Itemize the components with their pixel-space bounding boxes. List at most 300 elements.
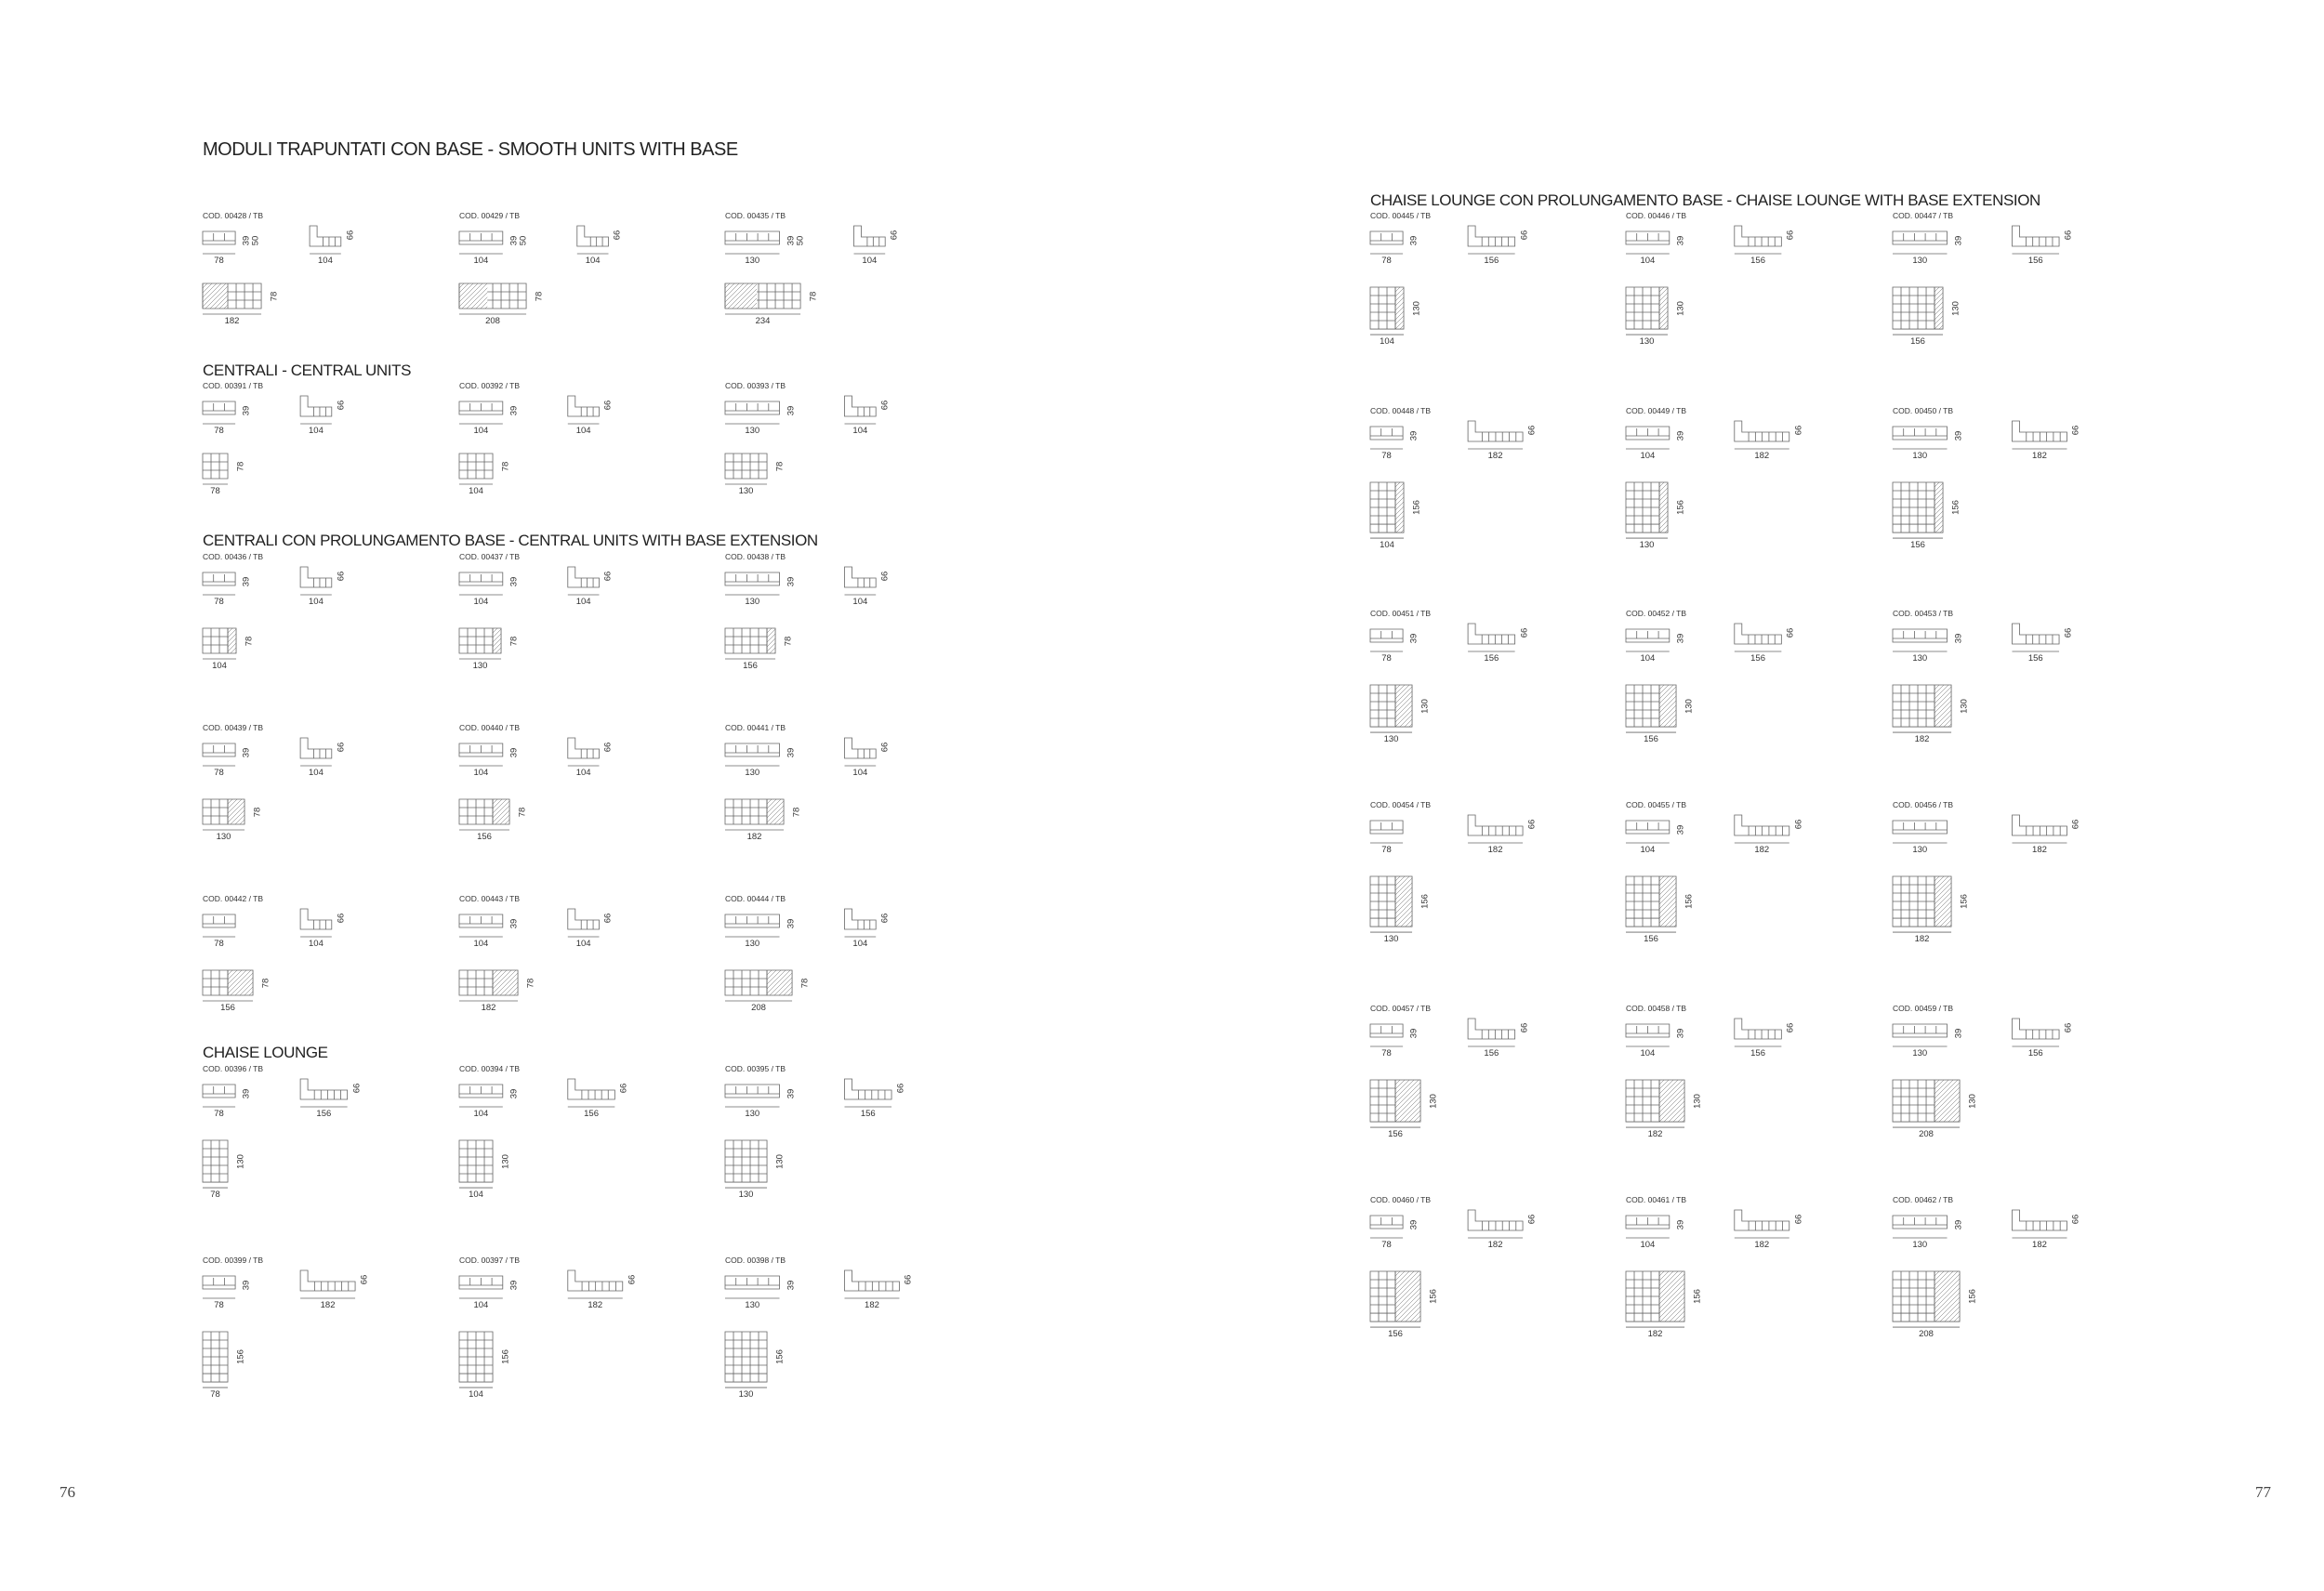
front-elevation (203, 572, 235, 595)
side-depth-dim: 156 (1484, 1048, 1499, 1058)
front-height-dim: 39 (1408, 1028, 1419, 1039)
front-width-dim: 104 (1640, 256, 1656, 266)
plan-depth-dim: 78 (791, 807, 802, 817)
module-drawing (725, 1256, 1004, 1441)
front-height-dim: 39 (1408, 235, 1419, 246)
module-drawing (1893, 1004, 2172, 1190)
side-elevation (568, 738, 600, 766)
side-depth-dim: 156 (1484, 653, 1499, 664)
side-height-dim: 66 (1526, 1214, 1538, 1225)
side-height-dim: 66 (2070, 425, 2081, 436)
front-elevation (1626, 1216, 1670, 1238)
side-depth-dim: 182 (865, 1300, 879, 1310)
side-depth-dim: 156 (316, 1109, 332, 1119)
plan-width-dim: 104 (212, 661, 227, 672)
front-width-dim: 104 (1640, 1048, 1656, 1058)
front-width-dim: 130 (1912, 845, 1928, 855)
plan-view (725, 1332, 767, 1387)
section-title-smooth-units-with-base: MODULI TRAPUNTATI CON BASE - SMOOTH UNITS WITH BASE (203, 139, 738, 160)
module-drawing (459, 381, 738, 567)
front-height2-dim: 50 (518, 235, 529, 246)
side-depth-dim: 104 (309, 939, 324, 949)
side-depth-dim: 156 (584, 1109, 599, 1119)
module-code: COD. 00459 / TB (1893, 1004, 1954, 1013)
module-drawing (1893, 800, 2172, 986)
side-elevation (2013, 1210, 2067, 1238)
plan-view (459, 283, 526, 314)
side-height-dim: 66 (1785, 1022, 1796, 1033)
module-code: COD. 00398 / TB (725, 1256, 786, 1265)
module-drawing (1626, 1004, 1905, 1190)
module-item (203, 1256, 370, 1400)
plan-view (725, 799, 784, 830)
side-height-dim: 66 (602, 913, 614, 924)
front-height-dim: 39 (1675, 1028, 1686, 1039)
plan-width-dim: 156 (477, 832, 492, 843)
front-width-dim: 78 (1381, 256, 1392, 266)
side-elevation (1468, 226, 1515, 254)
front-elevation (725, 1085, 780, 1107)
plan-depth-dim: 156 (774, 1349, 786, 1364)
plan-width-dim: 130 (1639, 540, 1655, 551)
plan-width-dim: 182 (746, 832, 762, 843)
plan-width-dim: 104 (469, 486, 483, 497)
plan-depth-dim: 78 (269, 291, 280, 301)
plan-width-dim: 208 (1919, 1129, 1934, 1140)
plan-view (1626, 1271, 1684, 1327)
front-elevation (1370, 1024, 1403, 1046)
plan-depth-dim: 130 (1967, 1093, 1978, 1109)
front-elevation (725, 572, 780, 595)
front-width-dim: 130 (1912, 653, 1928, 664)
side-depth-dim: 182 (2032, 1240, 2047, 1250)
plan-width-dim: 104 (1380, 540, 1394, 551)
front-elevation (203, 401, 235, 424)
side-elevation (1735, 624, 1782, 651)
plan-depth-dim: 130 (1428, 1093, 1439, 1109)
side-depth-dim: 182 (320, 1300, 336, 1310)
module-item (1626, 1195, 1804, 1340)
side-elevation (1735, 421, 1789, 449)
plan-view (1370, 1271, 1420, 1327)
side-height-dim: 66 (336, 400, 347, 411)
front-elevation (725, 1276, 780, 1298)
plan-depth-dim: 78 (534, 291, 545, 301)
front-width-dim: 78 (214, 768, 224, 778)
module-item (203, 211, 356, 327)
side-height-dim: 66 (1526, 819, 1538, 830)
module-drawing (1370, 800, 1649, 986)
front-height-dim: 39 (1953, 633, 1963, 644)
side-height-dim: 66 (602, 742, 614, 753)
plan-width-dim: 130 (216, 832, 231, 843)
module-item (1626, 800, 1804, 945)
front-width-dim: 104 (1640, 451, 1656, 461)
front-height-dim: 39 (241, 235, 252, 246)
plan-depth-dim: 78 (260, 978, 271, 988)
side-elevation (568, 909, 600, 937)
front-elevation (1370, 1216, 1403, 1238)
front-width-dim: 78 (214, 939, 224, 949)
front-height-dim: 39 (786, 1088, 796, 1099)
plan-depth-dim: 130 (1675, 300, 1686, 316)
front-width-dim: 78 (1381, 451, 1392, 461)
side-elevation (854, 226, 886, 254)
front-elevation (459, 231, 503, 254)
side-depth-dim: 156 (1750, 1048, 1765, 1058)
module-item (459, 723, 614, 843)
side-height-dim: 66 (889, 230, 900, 241)
front-height-dim: 39 (241, 1088, 252, 1099)
module-code: COD. 00457 / TB (1370, 1004, 1432, 1013)
front-width-dim: 104 (473, 768, 489, 778)
side-elevation (1468, 1210, 1523, 1238)
module-item (203, 894, 347, 1014)
front-width-dim: 130 (745, 768, 760, 778)
side-depth-dim: 104 (575, 426, 591, 436)
module-item (1370, 211, 1530, 348)
front-elevation (1893, 1216, 1948, 1238)
module-code: COD. 00440 / TB (459, 723, 521, 732)
plan-width-dim: 182 (1914, 734, 1930, 745)
module-code: COD. 00391 / TB (203, 381, 264, 390)
plan-depth-dim: 156 (1692, 1289, 1703, 1304)
side-height-dim: 66 (879, 400, 891, 411)
plan-depth-dim: 78 (774, 461, 786, 471)
front-elevation (203, 231, 235, 254)
front-width-dim: 104 (1640, 1240, 1656, 1250)
module-item (1893, 609, 2074, 745)
side-elevation (1468, 624, 1515, 651)
module-item (725, 1064, 906, 1201)
plan-depth-dim: 78 (500, 461, 511, 471)
module-code: COD. 00454 / TB (1370, 800, 1432, 809)
front-elevation (1370, 231, 1403, 254)
module-drawing (1626, 609, 1905, 795)
front-height-dim: 39 (1408, 633, 1419, 644)
front-width-dim: 78 (1381, 1240, 1392, 1250)
side-depth-dim: 156 (1750, 256, 1765, 266)
front-elevation (1893, 427, 1948, 449)
side-height-dim: 66 (602, 400, 614, 411)
front-elevation (459, 1085, 503, 1107)
side-height-dim: 66 (1526, 425, 1538, 436)
front-width-dim: 78 (214, 597, 224, 607)
plan-view (1893, 482, 1943, 538)
module-item (459, 894, 614, 1014)
module-code: COD. 00451 / TB (1370, 609, 1432, 618)
page-number-right: 77 (2255, 1483, 2271, 1501)
plan-width-dim: 182 (1647, 1129, 1663, 1140)
module-code: COD. 00456 / TB (1893, 800, 1954, 809)
plan-width-dim: 156 (743, 661, 758, 672)
front-height-dim: 39 (508, 1280, 520, 1291)
plan-view (725, 970, 792, 1001)
plan-width-dim: 130 (738, 486, 754, 497)
plan-view (1626, 1080, 1684, 1127)
module-item (1893, 800, 2081, 945)
side-height-dim: 66 (879, 913, 891, 924)
front-width-dim: 104 (473, 256, 489, 266)
side-height-dim: 66 (618, 1083, 629, 1094)
plan-width-dim: 182 (1914, 934, 1930, 945)
side-elevation (300, 738, 332, 766)
module-code: COD. 00461 / TB (1626, 1195, 1687, 1204)
plan-width-dim: 156 (1644, 934, 1658, 945)
plan-width-dim: 156 (1644, 734, 1658, 745)
front-width-dim: 78 (1381, 1048, 1392, 1058)
front-elevation (203, 1276, 235, 1298)
module-item (725, 1256, 914, 1400)
side-height-dim: 66 (895, 1083, 906, 1094)
front-elevation (1370, 821, 1403, 843)
plan-view (459, 970, 518, 1001)
plan-depth-dim: 130 (1411, 300, 1422, 316)
module-item (725, 723, 891, 843)
module-item (1626, 211, 1796, 348)
side-elevation (1735, 1019, 1782, 1046)
module-item (1893, 211, 2074, 348)
plan-depth-dim: 78 (799, 978, 811, 988)
front-width-dim: 130 (745, 597, 760, 607)
module-drawing (1893, 406, 2172, 592)
module-drawing (725, 381, 1004, 567)
side-depth-dim: 104 (852, 939, 868, 949)
module-code: COD. 00428 / TB (203, 211, 264, 220)
plan-depth-dim: 156 (1950, 500, 1961, 515)
side-elevation (1735, 1210, 1789, 1238)
front-height-dim: 39 (786, 918, 796, 929)
front-width-dim: 78 (214, 426, 224, 436)
plan-depth-dim: 78 (808, 291, 819, 301)
plan-depth-dim: 78 (244, 636, 255, 646)
side-height-dim: 66 (602, 571, 614, 582)
side-elevation (568, 1270, 623, 1298)
side-elevation (2013, 421, 2067, 449)
front-height-dim: 39 (1675, 430, 1686, 441)
module-item (203, 723, 347, 843)
module-drawing (1626, 211, 1905, 397)
plan-width-dim: 130 (1383, 934, 1399, 945)
side-elevation (1735, 226, 1782, 254)
side-height-dim: 66 (351, 1083, 363, 1094)
side-elevation (1468, 1019, 1515, 1046)
side-depth-dim: 182 (2032, 451, 2047, 461)
module-code: COD. 00458 / TB (1626, 1004, 1687, 1013)
front-elevation (725, 743, 780, 766)
module-drawing (1893, 211, 2172, 397)
module-item (459, 211, 623, 327)
side-height-dim: 66 (612, 230, 623, 241)
plan-depth-dim: 130 (500, 1153, 511, 1169)
front-elevation (1370, 629, 1403, 651)
module-code: COD. 00462 / TB (1893, 1195, 1954, 1204)
side-elevation (568, 396, 600, 424)
side-elevation (845, 1270, 900, 1298)
front-elevation (1893, 231, 1948, 254)
module-code: COD. 00393 / TB (725, 381, 786, 390)
section-title-chaise-lounge: CHAISE LOUNGE (203, 1044, 328, 1061)
side-elevation (300, 909, 332, 937)
front-width-dim: 130 (745, 256, 760, 266)
plan-depth-dim: 130 (1419, 698, 1431, 714)
plan-view (1893, 287, 1943, 335)
side-height-dim: 66 (879, 742, 891, 753)
front-elevation (459, 743, 503, 766)
front-elevation (1370, 427, 1403, 449)
front-height-dim: 39 (1675, 1219, 1686, 1230)
module-code: COD. 00447 / TB (1893, 211, 1954, 220)
front-height-dim: 39 (508, 747, 520, 758)
side-elevation (2013, 624, 2060, 651)
plan-width-dim: 182 (481, 1003, 496, 1014)
plan-width-dim: 156 (1910, 540, 1925, 551)
side-depth-dim: 104 (852, 426, 868, 436)
front-width-dim: 104 (473, 597, 489, 607)
side-height-dim: 66 (1785, 627, 1796, 638)
side-depth-dim: 182 (1754, 1240, 1770, 1250)
side-elevation (300, 1079, 348, 1107)
plan-view (459, 1140, 493, 1188)
side-elevation (310, 226, 341, 254)
plan-view (1370, 876, 1412, 932)
side-height-dim: 66 (336, 571, 347, 582)
module-code: COD. 00435 / TB (725, 211, 786, 220)
section-title-chaise-lounge-base-extension: CHAISE LOUNGE CON PROLUNGAMENTO BASE - CHAISE LOUNGE WITH BASE EXTENSION (1370, 191, 2040, 209)
section-title-central-units: CENTRALI - CENTRAL UNITS (203, 362, 412, 379)
front-elevation (1626, 1024, 1670, 1046)
module-code: COD. 00396 / TB (203, 1064, 264, 1073)
front-width-dim: 130 (745, 426, 760, 436)
plan-view (1893, 1080, 1960, 1127)
side-depth-dim: 104 (575, 939, 591, 949)
plan-depth-dim: 130 (1950, 300, 1961, 316)
module-drawing (725, 1064, 1004, 1250)
module-drawing (459, 894, 738, 1080)
plan-view (725, 454, 767, 484)
module-item (725, 211, 900, 327)
module-code: COD. 00446 / TB (1626, 211, 1687, 220)
plan-view (459, 628, 501, 659)
plan-view (725, 283, 800, 314)
plan-depth-dim: 156 (500, 1349, 511, 1364)
plan-width-dim: 130 (472, 661, 488, 672)
front-height-dim: 39 (241, 1280, 252, 1291)
module-drawing (725, 211, 1004, 397)
side-height-dim: 66 (2070, 819, 2081, 830)
side-depth-dim: 104 (309, 597, 324, 607)
module-drawing (1893, 1195, 2172, 1381)
module-item (1626, 1004, 1796, 1140)
plan-width-dim: 78 (210, 1389, 220, 1400)
module-code: COD. 00437 / TB (459, 552, 521, 561)
side-elevation (1468, 421, 1523, 449)
front-height-dim: 39 (786, 1280, 796, 1291)
plan-depth-dim: 130 (1692, 1093, 1703, 1109)
plan-depth-dim: 78 (525, 978, 536, 988)
module-drawing (459, 1256, 738, 1441)
module-code: COD. 00395 / TB (725, 1064, 786, 1073)
front-width-dim: 104 (473, 1300, 489, 1310)
plan-view (203, 283, 261, 314)
module-drawing (1626, 406, 1905, 592)
front-height-dim: 39 (1953, 1219, 1963, 1230)
side-depth-dim: 104 (309, 426, 324, 436)
plan-view (1370, 685, 1412, 732)
side-height-dim: 66 (2063, 1022, 2074, 1033)
front-elevation (725, 401, 780, 424)
side-height-dim: 66 (879, 571, 891, 582)
plan-depth-dim: 156 (1684, 894, 1695, 909)
front-height-dim: 39 (786, 576, 796, 587)
side-elevation (300, 567, 332, 595)
front-elevation (203, 743, 235, 766)
module-item (1626, 406, 1804, 551)
side-elevation (577, 226, 609, 254)
plan-view (725, 1140, 767, 1188)
side-depth-dim: 156 (2027, 256, 2043, 266)
plan-view (1370, 287, 1404, 335)
side-depth-dim: 104 (575, 768, 591, 778)
side-depth-dim: 182 (1487, 1240, 1503, 1250)
plan-depth-dim: 78 (235, 461, 246, 471)
side-height-dim: 66 (1793, 819, 1804, 830)
plan-view (1626, 482, 1668, 538)
side-depth-dim: 182 (1487, 451, 1503, 461)
side-elevation (2013, 815, 2067, 843)
front-height-dim: 39 (241, 747, 252, 758)
plan-width-dim: 208 (1919, 1329, 1934, 1340)
plan-width-dim: 234 (755, 316, 771, 327)
module-code: COD. 00442 / TB (203, 894, 264, 903)
front-height-dim: 39 (508, 405, 520, 416)
front-height-dim: 39 (1675, 824, 1686, 835)
front-elevation (725, 231, 780, 254)
plan-view (1626, 876, 1676, 932)
module-item (459, 381, 614, 497)
front-height-dim: 39 (508, 918, 520, 929)
module-code: COD. 00439 / TB (203, 723, 264, 732)
plan-width-dim: 156 (1388, 1329, 1403, 1340)
plan-view (1893, 685, 1951, 732)
module-code: COD. 00445 / TB (1370, 211, 1432, 220)
side-elevation (845, 567, 877, 595)
module-item (1893, 406, 2081, 551)
plan-depth-dim: 156 (1967, 1289, 1978, 1304)
front-elevation (1626, 629, 1670, 651)
plan-view (203, 1332, 228, 1387)
module-item (203, 552, 347, 672)
side-elevation (300, 1270, 355, 1298)
plan-width-dim: 156 (220, 1003, 235, 1014)
module-drawing (725, 723, 1004, 909)
front-width-dim: 78 (214, 256, 224, 266)
side-elevation (300, 396, 332, 424)
plan-view (725, 628, 775, 659)
plan-depth-dim: 130 (1684, 698, 1695, 714)
side-height-dim: 66 (1519, 627, 1530, 638)
module-code: COD. 00444 / TB (725, 894, 786, 903)
front-height-dim: 39 (1953, 430, 1963, 441)
side-depth-dim: 104 (309, 768, 324, 778)
module-code: COD. 00429 / TB (459, 211, 521, 220)
side-elevation (1735, 815, 1789, 843)
plan-view (459, 799, 509, 830)
side-depth-dim: 104 (585, 256, 601, 266)
front-width-dim: 78 (1381, 653, 1392, 664)
plan-width-dim: 130 (738, 1389, 754, 1400)
front-height2-dim: 50 (250, 235, 261, 246)
